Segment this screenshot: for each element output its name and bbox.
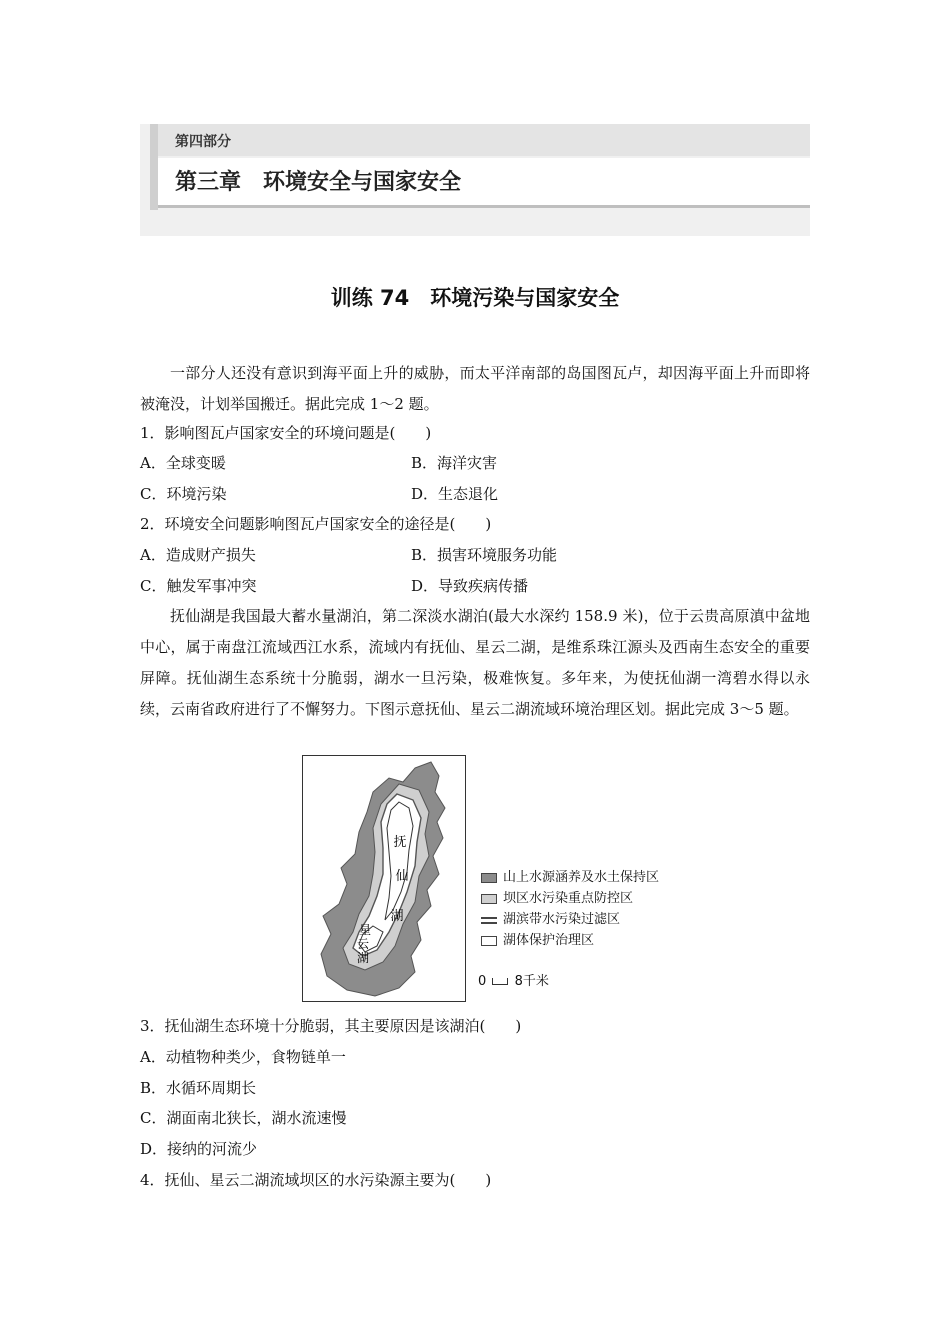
scale-line (492, 978, 508, 985)
question-1-option-c: C．环境污染 (140, 485, 227, 503)
page-title: 训练 74 环境污染与国家安全 (330, 286, 620, 310)
lake1-char-1: 抚 (393, 835, 407, 850)
question-2-option-b: B．损害环境服务功能 (411, 546, 558, 564)
question-3-option-b: B．水循环周期长 (140, 1079, 257, 1097)
legend-swatch-double-line (481, 917, 497, 924)
lake2-char-2: 云 (356, 937, 370, 951)
chapter-title: 第三章 环境安全与国家安全 (175, 170, 462, 195)
question-1-option-d: D．生态退化 (411, 485, 499, 503)
legend-label: 山上水源涵养及水土保持区 (503, 870, 660, 885)
map-legend (481, 870, 688, 954)
legend-swatch-white (481, 936, 497, 946)
question-3-stem: 3．抚仙湖生态环境十分脆弱，其主要原因是该湖泊( ) (140, 1017, 522, 1035)
scale-bar (478, 970, 549, 989)
map-drawing (303, 756, 464, 1000)
question-2-stem: 2．环境安全问题影响图瓦卢国家安全的途径是( ) (140, 515, 492, 533)
lake2-char-3: 湖 (356, 951, 370, 965)
part-label: 第四部分 (175, 134, 231, 150)
question-1-option-a: A．全球变暖 (140, 454, 226, 472)
question-1-option-b: B．海洋灾害 (411, 454, 498, 472)
scale-label: 8千米 (514, 974, 549, 989)
legend-label: 湖滨带水污染过滤区 (503, 912, 621, 927)
legend-item-dam (481, 891, 688, 906)
question-1-stem: 1．影响图瓦卢国家安全的环境问题是( ) (140, 424, 432, 442)
question-3-option-c: C．湖面南北狭长，湖水流速慢 (140, 1109, 347, 1127)
question-2-option-c: C．触发军事冲突 (140, 577, 257, 595)
intro-paragraph-1: 一部分人还没有意识到海平面上升的威胁，而太平洋南部的岛国图瓦卢，却因海平面上升而即将被淹没，计划举国搬迁。据此完成 1～2 题。 (140, 364, 810, 413)
scale-zero: 0 (478, 974, 487, 989)
question-4-stem: 4．抚仙、星云二湖流域坝区的水污染源主要为( ) (140, 1171, 492, 1189)
question-2-option-a: A．造成财产损失 (140, 546, 256, 564)
legend-item-lakeside (481, 912, 688, 927)
lake-zoning-map (302, 755, 466, 1002)
legend-swatch-light (481, 894, 497, 904)
question-3-option-d: D．接纳的河流少 (140, 1140, 258, 1158)
lake1-char-3: 湖 (390, 909, 404, 924)
lake2-char-1: 星 (358, 923, 372, 937)
question-2-option-d: D．导致疾病传播 (411, 577, 529, 595)
lake1-char-2: 仙 (395, 869, 409, 884)
legend-item-lake-body (481, 933, 688, 948)
intro-paragraph-2: 抚仙湖是我国最大蓄水量湖泊，第二深淡水湖泊(最大水深约 158.9 米)，位于云贵高原滇中盆地中心，属于南盘江流域西江水系，流域内有抚仙、星云二湖，是维系珠江源头及西南生态安全的重要屏障。抚仙湖生态系统十分脆弱，湖水一旦污染，极难恢复。多年来，为使抚仙湖一湾碧水得以永续，云南省政府进行了不懈努力。下图示意抚仙、星云二湖流域环境治理区划。据此完成 3～5 题。 (140, 607, 810, 718)
legend-label: 湖体保护治理区 (503, 933, 595, 948)
legend-swatch-dark (481, 873, 497, 883)
legend-label: 坝区水污染重点防控区 (503, 891, 634, 906)
legend-item-conservation (481, 870, 688, 885)
question-3-option-a: A．动植物种类少，食物链单一 (140, 1048, 346, 1066)
